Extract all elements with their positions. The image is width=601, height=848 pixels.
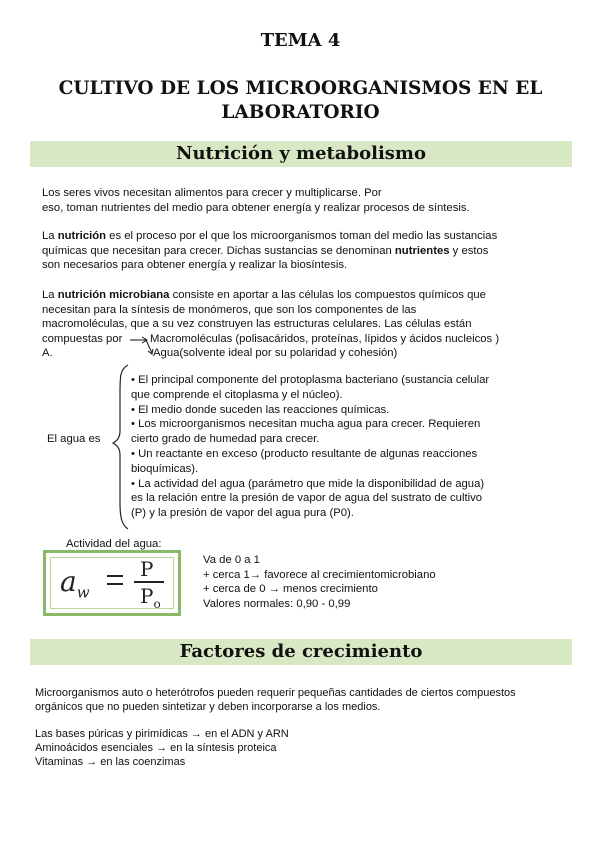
paragraph-nm-line2: necesitan para la síntesis de monómeros, que son los componentes de las [42,303,417,316]
agua-line: • Un reactante en exceso (producto resultante de algunas reacciones [131,447,478,460]
agua-line: • El medio donde suceden las reacciones químicas. [131,403,390,416]
agua-line: • La actividad del agua (parámetro que mide la disponibilidad de agua) [131,477,485,490]
text: La [42,230,58,242]
formula-numerator: P [140,557,154,581]
chapter-title-line1: CULTIVO DE LOS MICROORGANISMOS EN EL [58,78,543,99]
actividad-agua-notes [203,553,563,611]
agua-line: bioquímicas). [131,462,199,475]
formula-a: a [60,565,77,598]
note-line: + cerca 1→ favorece al crecimientomicrobiano [203,568,436,581]
formula-p: P [140,584,154,608]
equals-top [107,575,123,577]
paragraph-factores-line1: Microorganismos auto o heterótrofos pueden requerir pequeñas cantidades de ciertos compuestos [35,687,516,699]
paragraph-nutricion-line3: son necesarios para obtener energía y realizar la biosíntesis. [42,259,348,272]
agua-line: (P) y la presión de vapor del agua pura (P0). [131,507,354,520]
text: La [42,289,58,301]
curly-brace-icon [110,363,132,531]
factores-list [35,727,575,769]
text: consiste en aportar a las células los compuestos químicos que [169,289,486,301]
agua-line: • El principal componente del protoplasma bacteriano (sustancia celular [131,374,490,386]
formula-lhs [60,565,90,602]
note-line: Va de 0 a 1 [203,554,260,566]
paragraph-intro-line2: eso, toman nutrientes del medio para obtener energía y realizar procesos de síntesis. [42,201,470,214]
branch-agua: Agua(solvente ideal por su polaridad y cohesión) [153,347,398,359]
formula-o: o [153,597,161,611]
note-line: Valores normales: 0,90 - 0,99 [203,597,351,610]
text: químicas que necesitan para crecer. Dichas sustancias se denominan [42,244,395,257]
chapter-title-line2: LABORATORIO [221,102,380,123]
paragraph-intro-line1: Los seres vivos necesitan alimentos para crecer y multiplicarse. Por [42,187,382,199]
paragraph-nutricion-line1 [42,229,572,244]
list-item: Vitaminas → en las coenzimas [35,756,186,768]
paragraph-intro [42,186,562,215]
list-item: Las bases púricas y pirimídicas → en el ADN y ARN [35,728,289,740]
compuestas-por-label: compuestas por [42,333,123,345]
page-title: TEMA 4 [260,30,341,51]
fraction-bar [134,581,164,583]
formula-box [43,550,181,616]
paragraph-factores [35,686,575,714]
actividad-agua-label: Actividad del agua: [66,538,162,550]
paragraph-nutricion-line2 [42,244,572,259]
section-heading-nutricion: Nutrición y metabolismo [30,141,572,167]
paragraph-nutricion [42,229,572,273]
text: es el proceso por el que los microorganismos toman del medio las sustancias [106,230,498,242]
compuestas-label-a: A. [42,347,53,359]
paragraph-nutricion-microbiana [42,288,572,332]
equals-bottom [107,583,123,585]
term-nutrientes: nutrientes [394,244,450,257]
formula-denominator [140,584,161,611]
formula-w: w [76,583,90,602]
term-nutricion: nutrición [57,230,107,242]
section-heading-factores: Factores de crecimiento [30,639,572,665]
agua-line: cierto grado de humedad para crecer. [131,433,320,446]
agua-line: es la relación entre la presión de vapor de agua del sustrato de cultivo [131,492,483,505]
agua-line: que comprende el citoplasma y el núcleo). [131,388,343,401]
chapter-title [0,77,601,125]
agua-label: El agua es [47,433,101,445]
paragraph-factores-line2: orgánicos que no pueden sintetizar y deben incorporarse a los medios. [35,701,381,713]
paragraph-nm-line3: macromoléculas, que a su vez construyen las estructuras celulares. Las células están [42,318,472,331]
term-nutricion-microbiana: nutrición microbiana [57,289,170,301]
agua-properties-list [131,373,571,521]
list-item: Aminoácidos esenciales → en la síntesis proteica [35,742,277,754]
branch-macromoleculas: Macromoléculas (polisacáridos, proteínas, lípidos y ácidos nucleicos ) [150,333,500,345]
agua-line: • Los microorganismos necesitan mucha agua para crecer. Requieren [131,418,481,431]
note-line: + cerca de 0 → menos crecimiento [203,583,378,596]
paragraph-nm-line1 [42,288,572,303]
text: y estos [449,244,489,257]
